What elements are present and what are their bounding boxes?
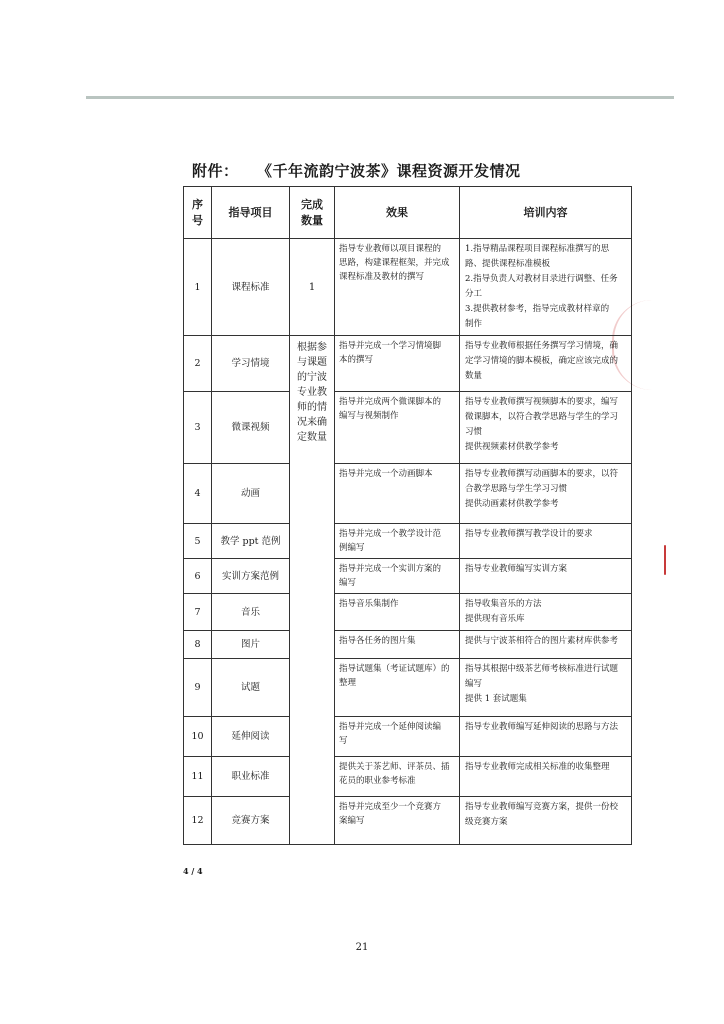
cell-effect [335, 392, 460, 464]
cell-item: 竞赛方案 [212, 797, 290, 845]
cell-effect [335, 717, 460, 757]
cell-training [460, 757, 632, 797]
header-qty: 完成 数量 [290, 187, 335, 239]
table-row [184, 797, 632, 845]
effect-line: 课程标准及教材的撰写 [339, 272, 425, 282]
effect-line: 编写与视频制作 [339, 411, 399, 421]
qty-merged-line: 况来确 [297, 417, 327, 428]
training-line: 定学习情境的脚本模板，确定应该完成的 [465, 356, 619, 366]
cell-training [460, 717, 632, 757]
effect-line: 写 [339, 736, 348, 746]
effect-line: 指导并完成一个教学设计范 [339, 529, 442, 539]
table-row [184, 659, 632, 717]
cell-effect [335, 464, 460, 524]
training-line: 提供 1 套试题集 [465, 694, 527, 704]
effect-line: 指导并完成一个学习情境脚 [339, 341, 442, 351]
training-line: 级竞赛方案 [465, 817, 508, 827]
cell-item: 动画 [212, 464, 290, 524]
cell-item: 实训方案范例 [212, 559, 290, 594]
cell-no: 7 [184, 594, 212, 631]
training-line: 指导专业教师撰写视频脚本的要求，编写 [465, 397, 619, 407]
table-row [184, 559, 632, 594]
cell-qty: 1 [290, 239, 335, 336]
cell-effect [335, 559, 460, 594]
cell-no: 11 [184, 757, 212, 797]
training-line: 分工 [465, 289, 483, 299]
effect-line: 指导音乐集制作 [339, 599, 399, 609]
cell-training [460, 559, 632, 594]
header-training: 培训内容 [460, 187, 632, 239]
qty-merged-line: 的宁波 [297, 372, 327, 383]
cell-effect [335, 336, 460, 392]
attachment-label: 附件： [192, 162, 239, 180]
effect-line: 思路，构建课程框架，并完成 [339, 258, 450, 268]
header-no: 序 号 [184, 187, 212, 239]
cell-item: 延伸阅读 [212, 717, 290, 757]
training-line: 指导专业教师撰写教学设计的要求 [465, 529, 593, 539]
effect-line: 指导并完成一个实训方案的 [339, 564, 442, 574]
cell-effect [335, 757, 460, 797]
red-ink-mark [664, 545, 666, 575]
training-line: 提供视频素材供教学参考 [465, 442, 559, 452]
effect-line: 提供关于茶艺师、评茶员、插 [339, 762, 450, 772]
effect-line: 本的撰写 [339, 355, 374, 365]
cell-item: 图片 [212, 631, 290, 659]
cell-training [460, 392, 632, 464]
title-text: 《千年流韵宁波茶》课程资源开发情况 [264, 162, 521, 180]
effect-line: 指导并完成一个延伸阅读编 [339, 722, 442, 732]
cell-no: 1 [184, 239, 212, 336]
training-line: 指导专业教师完成相关标准的收集整理 [465, 762, 610, 772]
cell-training [460, 239, 632, 336]
training-line: 1.指导精品课程项目课程标准撰写的思 [465, 244, 610, 254]
cell-effect [335, 659, 460, 717]
cell-effect [335, 524, 460, 559]
training-line: 合教学思路与学生学习习惯 [465, 484, 568, 494]
cell-no: 6 [184, 559, 212, 594]
training-line: 指导专业教师编写延伸阅读的思路与方法 [465, 722, 619, 732]
cell-training [460, 464, 632, 524]
table-row [184, 524, 632, 559]
effect-line: 例编写 [339, 543, 365, 553]
training-line: 指导收集音乐的方法 [465, 599, 542, 609]
cell-no: 9 [184, 659, 212, 717]
header-effect: 效果 [335, 187, 460, 239]
table-row [184, 392, 632, 464]
table-header-row [184, 187, 632, 239]
document-title [192, 160, 521, 181]
page-number: 21 [355, 942, 369, 953]
training-line: 指导其根据中级茶艺师考核标准进行试题 [465, 664, 619, 674]
cell-training [460, 336, 632, 392]
table-row [184, 464, 632, 524]
effect-line: 指导并完成两个微课脚本的 [339, 397, 442, 407]
cell-effect [335, 239, 460, 336]
cell-training [460, 659, 632, 717]
effect-line: 指导并完成至少一个竞赛方 [339, 802, 442, 812]
table-row [184, 717, 632, 757]
training-line: 数量 [465, 371, 483, 381]
header-item: 指导项目 [212, 187, 290, 239]
cell-effect [335, 797, 460, 845]
training-line: 3.提供教材参考，指导完成教材样章的 [465, 304, 610, 314]
training-line: 提供动画素材供教学参考 [465, 499, 559, 509]
cell-effect [335, 594, 460, 631]
table-row [184, 594, 632, 631]
qty-merged-line: 专业教 [297, 387, 327, 398]
page-fraction: 4 / 4 [183, 866, 203, 876]
training-line: 路、提供课程标准模板 [465, 259, 551, 269]
cell-item: 课程标准 [212, 239, 290, 336]
table-row [184, 336, 632, 392]
cell-item: 职业标准 [212, 757, 290, 797]
training-line: 指导专业教师撰写动画脚本的要求，以符 [465, 469, 619, 479]
effect-line: 指导试题集（考证试题库）的 [339, 664, 450, 674]
cell-item: 微课视频 [212, 392, 290, 464]
cell-qty-merged [290, 336, 335, 845]
course-resource-table [183, 186, 632, 845]
cell-item: 音乐 [212, 594, 290, 631]
cell-item: 试题 [212, 659, 290, 717]
training-line: 习惯 [465, 427, 483, 437]
training-line: 制作 [465, 319, 483, 329]
qty-merged-line: 根据参 [297, 342, 327, 353]
training-line: 指导专业教师编写实训方案 [465, 564, 568, 574]
cell-no: 8 [184, 631, 212, 659]
training-line: 指导专业教师编写竞赛方案，提供一份校 [465, 802, 619, 812]
effect-line: 编写 [339, 578, 357, 588]
training-line: 提供现有音乐库 [465, 614, 525, 624]
table-row [184, 631, 632, 659]
cell-no: 10 [184, 717, 212, 757]
training-line: 指导专业教师根据任务撰写学习情境，确 [465, 341, 619, 351]
qty-merged-line: 与课题 [297, 357, 327, 368]
cell-no: 3 [184, 392, 212, 464]
cell-training [460, 524, 632, 559]
effect-line: 整理 [339, 678, 357, 688]
cell-no: 5 [184, 524, 212, 559]
effect-line: 指导各任务的图片集 [339, 636, 416, 646]
training-line: 编写 [465, 679, 483, 689]
cell-no: 12 [184, 797, 212, 845]
effect-line: 指导并完成一个动画脚本 [339, 469, 433, 479]
effect-line: 指导专业教师以项目课程的 [339, 244, 442, 254]
cell-training [460, 594, 632, 631]
cell-no: 2 [184, 336, 212, 392]
qty-merged-line: 定数量 [297, 432, 327, 443]
qty-merged-line: 师的情 [297, 402, 327, 413]
training-line: 微课脚本，以符合教学思路与学生的学习 [465, 412, 619, 422]
cell-no: 4 [184, 464, 212, 524]
table-row [184, 757, 632, 797]
cell-training [460, 631, 632, 659]
header-rule [86, 96, 674, 99]
cell-training [460, 797, 632, 845]
training-line: 2.指导负责人对教材目录进行调整、任务 [465, 274, 618, 284]
cell-effect [335, 631, 460, 659]
training-line: 提供与宁波茶相符合的图片素材库供参考 [465, 636, 619, 646]
effect-line: 案编写 [339, 816, 365, 826]
cell-item: 学习情境 [212, 336, 290, 392]
table-row [184, 239, 632, 336]
cell-item: 教学 ppt 范例 [212, 524, 290, 559]
effect-line: 花员的职业参考标准 [339, 776, 416, 786]
